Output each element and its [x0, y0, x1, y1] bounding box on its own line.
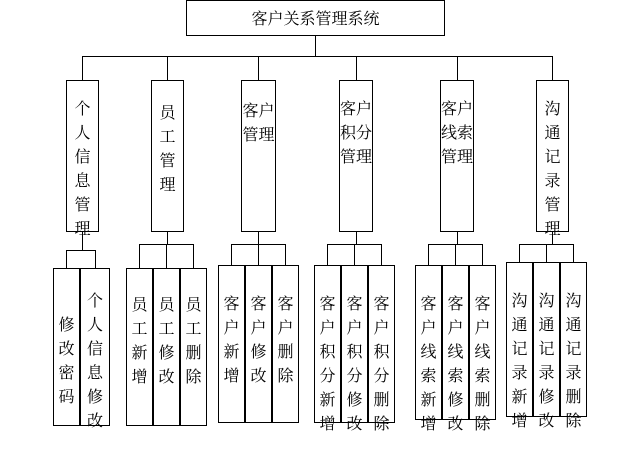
module-customer-label: 客户管理: [242, 101, 275, 144]
leaf-label: 客户删除: [277, 294, 294, 385]
leaf-points-edit: [341, 265, 368, 433]
leaf-label: 修改密码: [58, 315, 75, 406]
leaf-leads-edit: [442, 265, 469, 433]
module-customer: [241, 80, 276, 232]
module-customer-leads: [440, 80, 474, 232]
leaf-label: 客户修改: [250, 294, 267, 385]
leaf-points-add: [314, 265, 341, 433]
leaf-label: 员工新增: [131, 295, 148, 386]
leaf-label: 客户积分删除: [373, 294, 390, 433]
leaf-edit-personal-info: [80, 268, 110, 430]
module-staff-label: 员工管理: [159, 103, 176, 194]
leaf-label: 沟通记录新增: [511, 291, 528, 430]
module-communication: [536, 80, 569, 238]
root-title: 客户关系管理系统: [251, 9, 380, 28]
module-communication-label: 沟通记录管理: [544, 99, 561, 238]
leaf-label: 个人信息修改: [86, 291, 103, 430]
leaf-label: 客户积分修改: [346, 294, 363, 433]
leaf-leads-add: [415, 265, 442, 433]
leaf-label: 沟通记录修改: [538, 291, 555, 430]
root-node: [186, 0, 445, 36]
module-customer-points-label: 客户积分管理: [340, 99, 373, 166]
leaf-label: 客户线索修改: [447, 294, 464, 433]
leaf-label: 员工删除: [185, 295, 202, 386]
module-personal-info-label: 个人信息管理: [74, 99, 91, 238]
leaf-label: 客户线索删除: [474, 294, 491, 433]
leaf-comm-delete: [560, 262, 587, 430]
leaf-customer-edit: [245, 265, 272, 423]
leaf-comm-edit: [533, 262, 560, 430]
leaf-staff-add: [126, 268, 153, 426]
leaf-label: 员工修改: [158, 295, 175, 386]
leaf-label: 客户新增: [223, 294, 240, 385]
module-customer-points: [339, 80, 373, 232]
leaf-label: 客户积分新增: [319, 294, 336, 433]
leaf-comm-add: [506, 262, 533, 430]
leaf-points-delete: [368, 265, 395, 433]
module-staff: [151, 80, 184, 232]
leaf-staff-delete: [180, 268, 207, 426]
leaf-staff-edit: [153, 268, 180, 426]
leaf-change-password: [53, 268, 80, 426]
leaf-customer-delete: [272, 265, 299, 423]
leaf-label: 客户线索新增: [420, 294, 437, 433]
leaf-leads-delete: [469, 265, 496, 433]
module-personal-info: [66, 80, 99, 238]
leaf-label: 沟通记录删除: [565, 291, 582, 430]
leaf-customer-add: [218, 265, 245, 423]
module-customer-leads-label: 客户线索管理: [441, 99, 474, 166]
